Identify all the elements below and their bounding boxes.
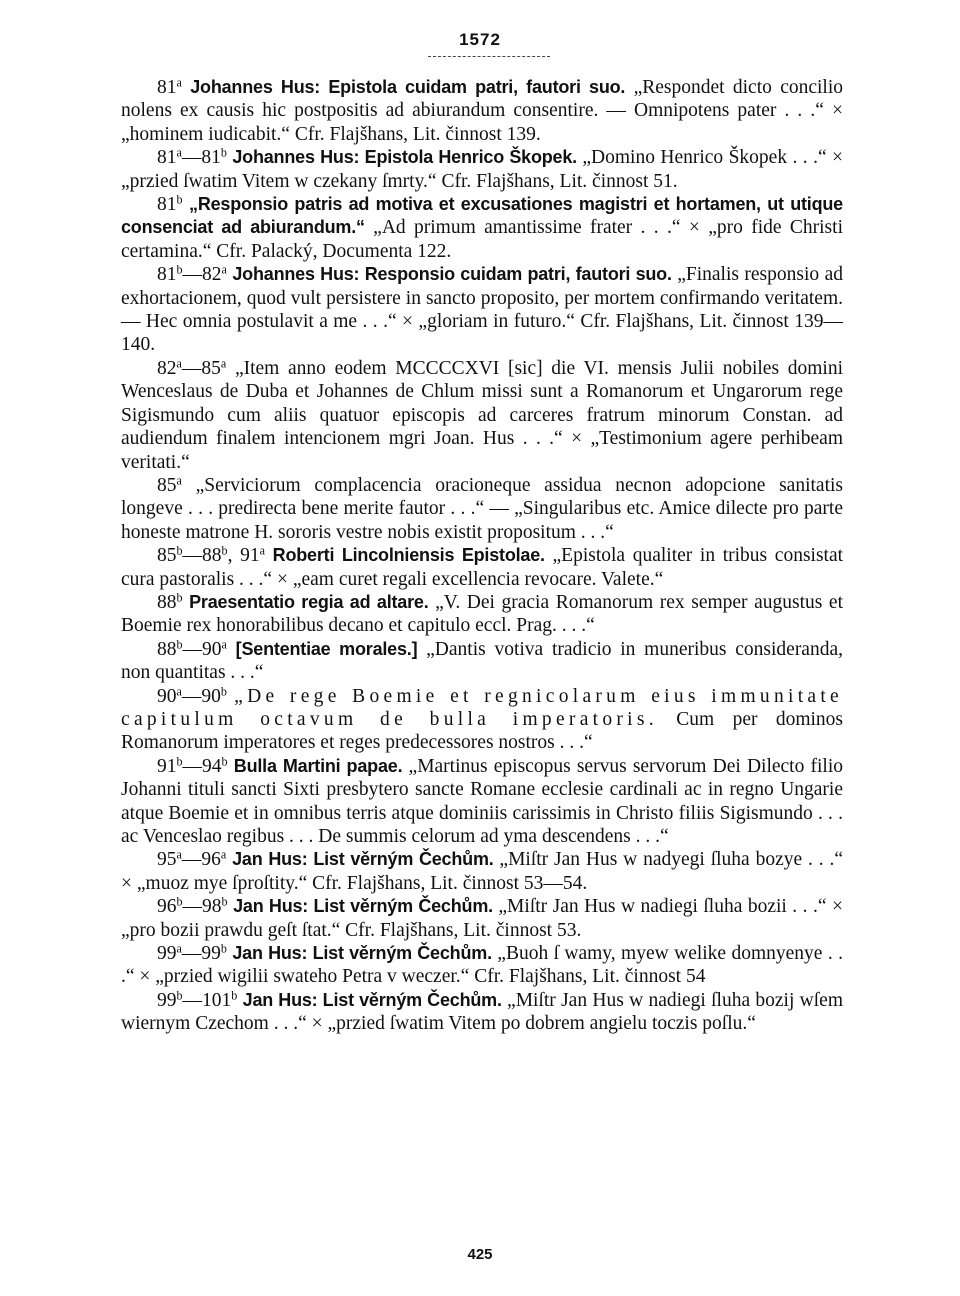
entry-text: „Dantis votiva tradicio in muneribus consideranda, non quantitas . . .“ (121, 638, 843, 684)
catalogue-entry (121, 263, 843, 357)
entry-spaced-text: „De rege Boemie et regnicolarum eius immunitate capitulum octavum de bulla imperatoris. (121, 685, 844, 730)
folio-reference: 81$^b$ (157, 192, 183, 216)
entry-text: „Martinus episcopus servus servorum Dei Dilecto filio Johanni tituli sancti Sixti presbytero sancte Romane ecclesie cardinali ac in regno Ungarie atque Boemie et in omnibus terris atque dominiis carissimis in Christo filiis Sigismundo . . . ac Venceslao regibus . . . De summis celorum ad yma descendens . . .“ (121, 755, 843, 847)
entry-title: Jan Hus: List věrným Čechům. (233, 896, 493, 917)
entry-title: [Sententiae morales.] (235, 638, 418, 659)
entry-text: „Buoh ſ wamy, myew welike domnyenye . . .“ × „przied wigilii swateho Petra v weczer.“ Cfr. Flajšhans, Lit. činnost 54 (121, 943, 843, 988)
entry-title: Praesentatio regia ad altare. (189, 591, 429, 612)
entry-text: „Respondet dicto concilio nolens ex causis hic postpositis ad abiurandum consentire. — Omnipotens pater . . .“ × „hominem iudicabit.“ Cfr. Flajšhans, Lit. činnost 139. (121, 77, 844, 145)
entry-title: Johannes Hus: Responsio cuidam patri, fautori suo. (232, 264, 672, 285)
catalogue-entry (121, 755, 843, 849)
catalogue-entry (121, 942, 843, 989)
entry-text: „Epistola qualiter in tribus consistat cura pastoralis . . .“ × „eam curet regali excellencia revocare. Valete.“ (121, 545, 844, 590)
entry-title: Jan Hus: List věrným Čechům. (242, 989, 502, 1010)
catalogue-entry (121, 357, 843, 474)
folio-reference: 91$^b$—94$^b$ (157, 754, 228, 777)
folio-reference: 99$^b$—101$^b$ (157, 988, 238, 1011)
entry-text: „V. Dei gracia Romanorum rex semper augustus et Boemie rex honorabilibus decano et capitulo eccl. Prag. . . .“ (121, 591, 844, 637)
entry-title: Roberti Lincolniensis Epistolae. (272, 545, 545, 566)
folio-reference: 81$^b$—82$^a$ (157, 262, 227, 286)
entry-text: „Miſtr Jan Hus w nadiegi ſluha bozii . . .“ × „pro bozii prawdu geſt ſtat.“ Cfr. Flajšhans, Lit. činnost 53. (121, 896, 843, 941)
folio-reference: 81$^a$—81$^b$ (157, 145, 227, 169)
folio-reference: 96$^b$—98$^b$ (157, 894, 228, 918)
folio-reference: 88$^b$—90$^a$ (157, 637, 227, 660)
folio-reference: 99$^a$—99$^b$ (157, 941, 227, 965)
folio-reference: 90$^a$—90$^b$ (157, 683, 227, 707)
entry-title: Jan Hus: List věrným Čechům. (232, 943, 492, 964)
catalogue-entry (121, 544, 843, 591)
catalogue-entry (121, 591, 843, 638)
catalogue-entry (121, 193, 843, 263)
folio-reference: 95$^a$—96$^a$ (157, 847, 227, 871)
catalogue-entry (121, 989, 843, 1036)
catalogue-entry (121, 848, 843, 895)
catalogue-entry (121, 474, 843, 544)
entry-title: Johannes Hus: Epistola cuidam patri, fautori suo. (190, 77, 626, 97)
page-footer-number: 425 (467, 1246, 493, 1263)
entry-text: „Item anno eodem MCCCCXVI [sic] die VI. mensis Julii nobiles domini Wenceslaus de Duba et Johannes de Chlum missi sunt a Romanorum et Ungarorum rege Sigismundo cum aliis quatuor episcopis ad carceres fratrum minorum Constan. ad audiendum finalem intencionem mgri Joan. Hus . . .“ × „Testimonium agere perhibeam veritati.“ (121, 357, 843, 473)
entry-title: Jan Hus: List věrným Čechům. (232, 849, 494, 870)
catalogue-entry (121, 685, 843, 755)
catalogue-entry (121, 638, 843, 685)
catalogue-entry (121, 146, 843, 193)
catalogue-entry (121, 76, 843, 146)
entry-title: Johannes Hus: Epistola Henrico Škopek. (232, 147, 577, 168)
folio-reference: 81$^a$ (157, 75, 182, 98)
catalogue-entry (121, 895, 843, 942)
entry-text: „Ad primum amantissime frater . . .“ × „pro fide Christi certamina.“ Cfr. Palacký, Documenta 122. (121, 217, 843, 262)
entry-text: „Miſtr Jan Hus w nadiegi ſluha bozij wſem wiernym Czechom . . .“ × „przied ſwatim Vitem po dobrem angielu toczis poſlu.“ (121, 989, 844, 1035)
catalogue-entries (121, 76, 843, 1036)
entry-text: „Domino Henrico Škopek . . .“ × „przied ſwatim Vitem w czekany ſmrty.“ Cfr. Flajšhans, Lit. činnost 51. (121, 147, 844, 192)
page-header-number: 1572 (459, 30, 501, 49)
folio-reference: 82$^a$—85$^a$ (157, 356, 227, 379)
entry-text: Cum per dominos Romanorum imperatores et reges predecessores nostros . . .“ (121, 708, 843, 754)
header-rule (428, 56, 550, 57)
folio-reference: 88$^b$ (157, 590, 183, 613)
entry-title: Bulla Martini papae. (233, 755, 403, 776)
entry-text: „Miſtr Jan Hus w nadyegi ſluha bozye . . .“ × „muoz mye ſproſtity.“ Cfr. Flajšhans, Lit. činnost 53—54. (121, 849, 844, 894)
entry-title: „Responsio patris ad motiva et excusationes magistri et hortamen, ut utique consenciat ad abiurandum.“ (121, 194, 843, 238)
entry-text: „Finalis responsio ad exhortacionem, quod vult persistere in sancto proposito, per mortem confirmando veritatem. — Hec omnia postulavit a me . . .“ × „gloriam in futuro.“ Cfr. Flajšhans, Lit. činnost 139—140. (121, 264, 843, 356)
entry-text: „Serviciorum complacencia oracioneque assidua necnon adopcione sanitatis longeve . . . predirecta bene merite fautor . . .“ — „Singularibus etc. Amice dilecte pro parte honeste matrone H. sororis vestre nobis existit propositum . . .“ (121, 474, 844, 543)
folio-reference: 85$^a$ (157, 473, 182, 496)
folio-reference: 85$^b$—88$^b$, 91$^a$ (157, 543, 265, 567)
